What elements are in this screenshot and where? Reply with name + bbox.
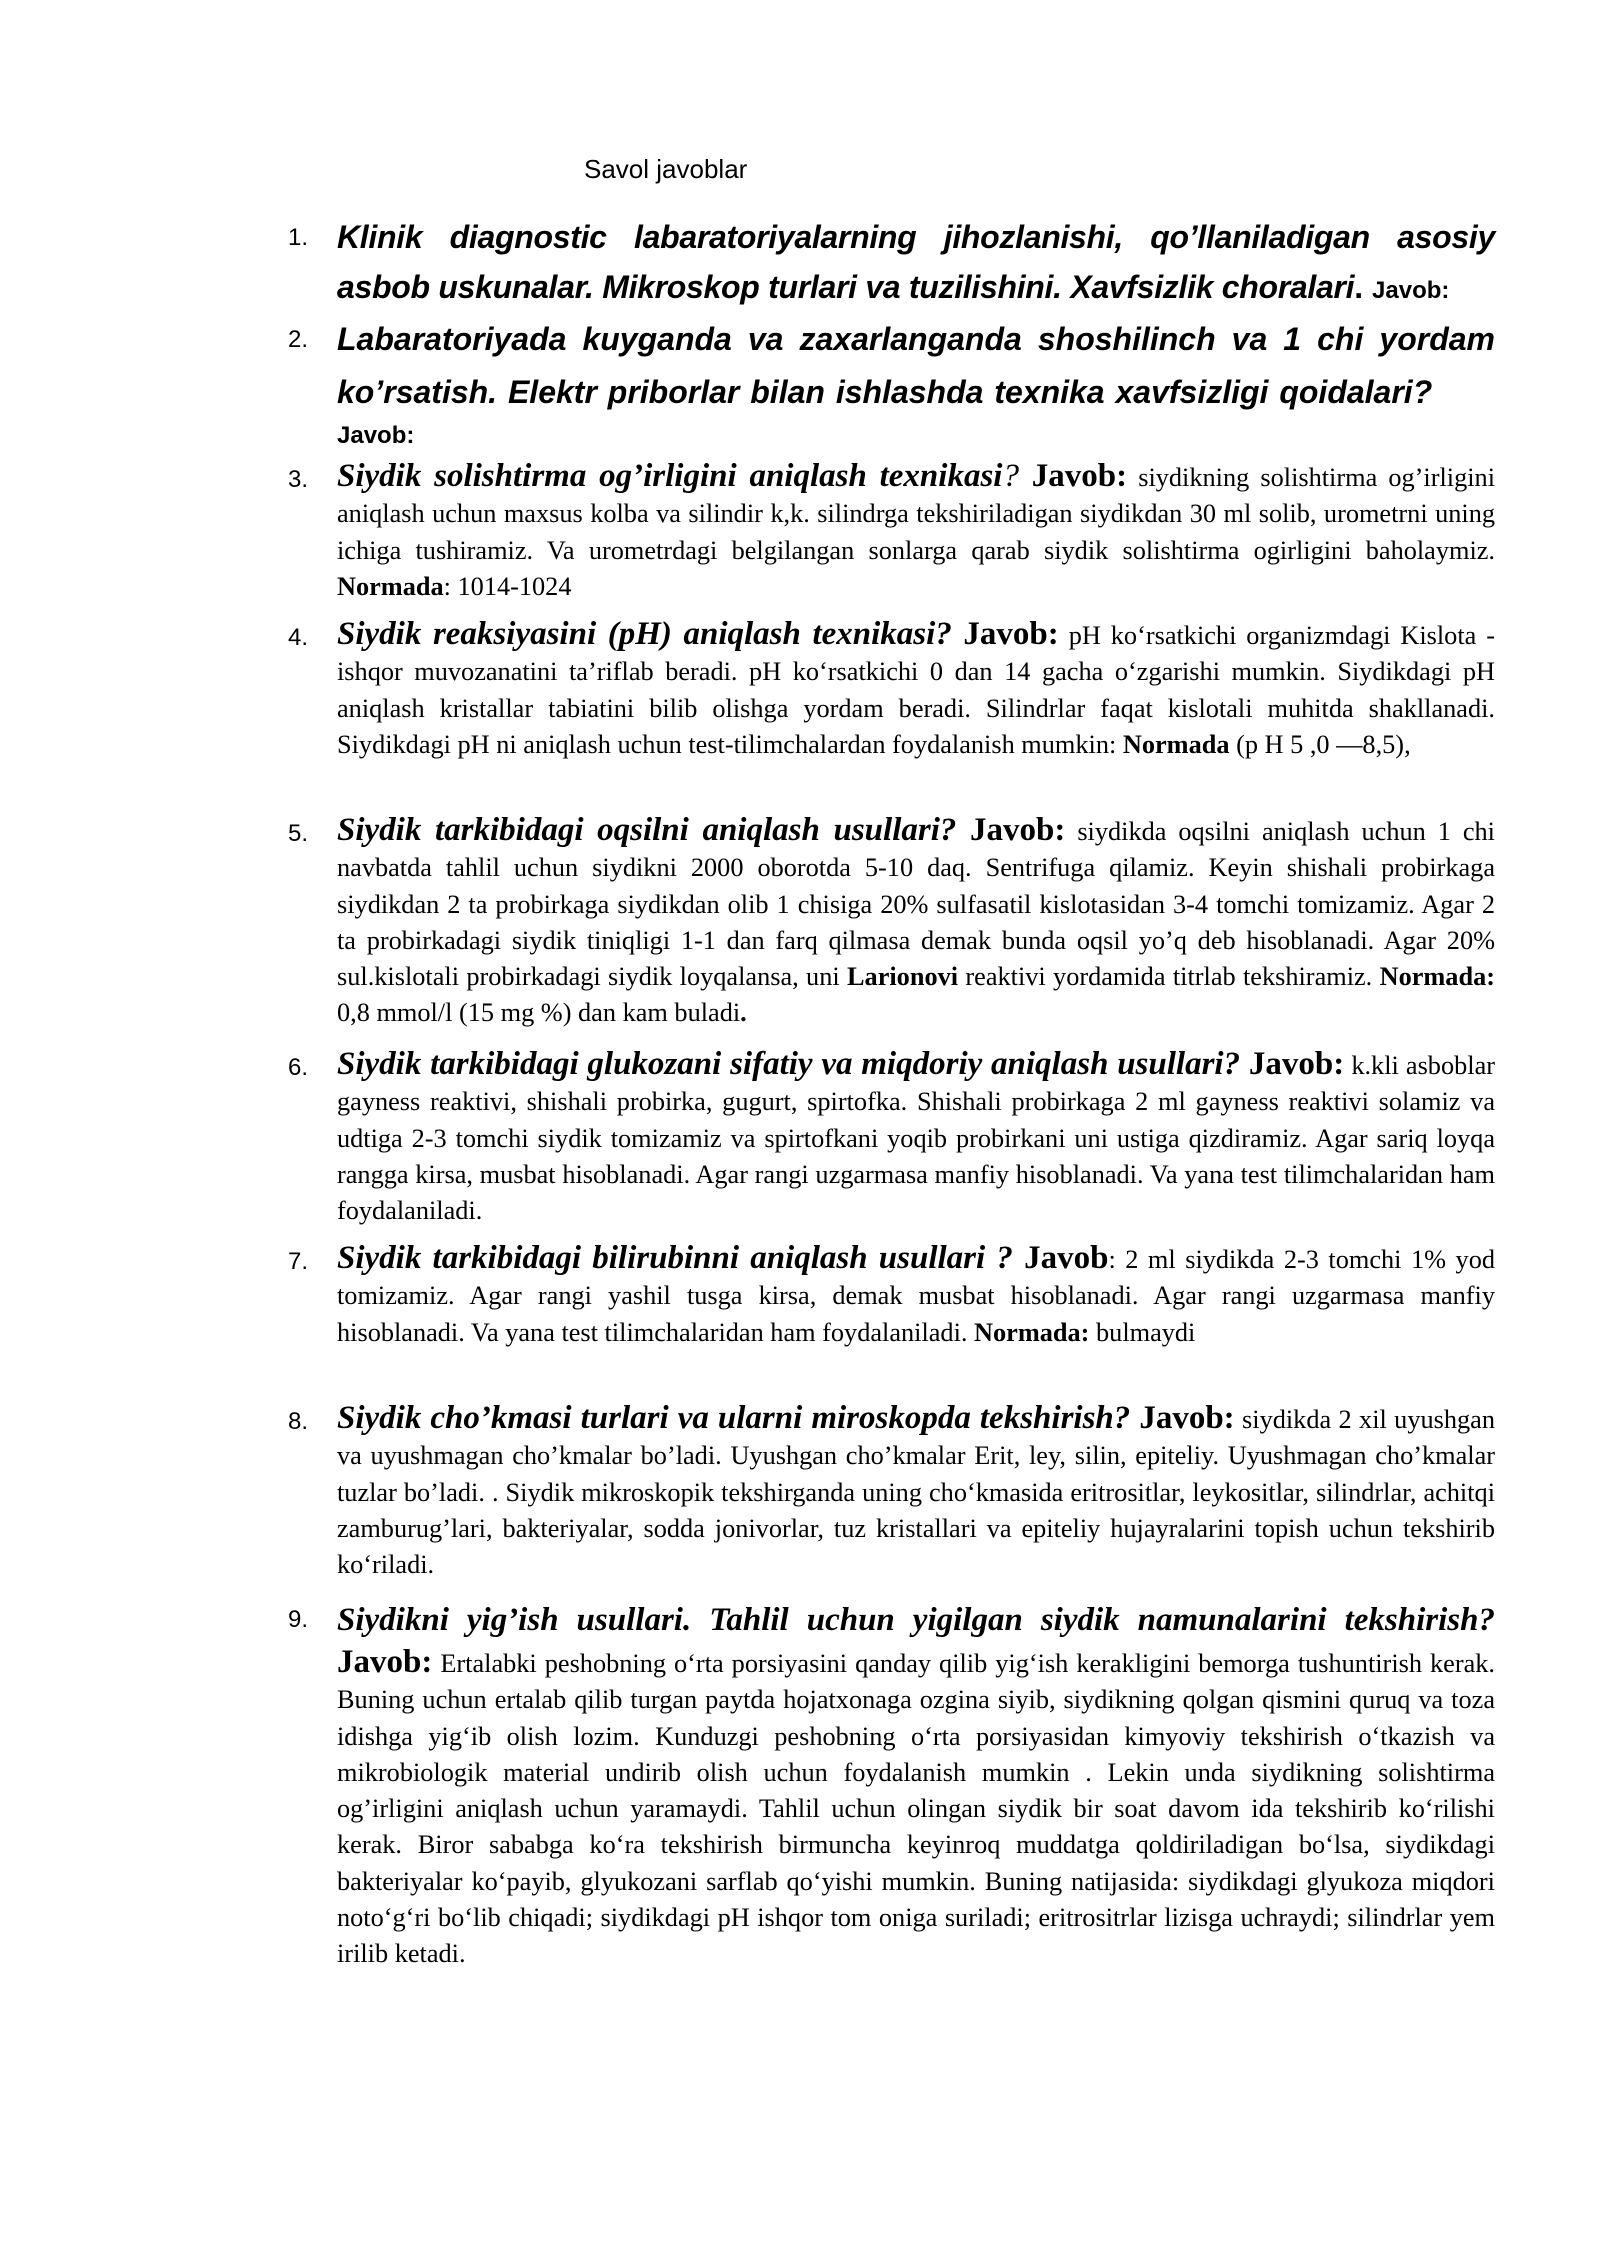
norma-label: Normada xyxy=(337,571,444,601)
answer-text-2: reaktivi yordamida titrlab tekshiramiz. xyxy=(958,962,1380,992)
item-number: 2. xyxy=(288,326,309,353)
item-number: 6. xyxy=(288,1054,309,1081)
question-text: Siydik solishtirma og’irligini aniqlash texnikasi xyxy=(337,458,1003,494)
question-text xyxy=(337,219,1495,305)
item-body xyxy=(337,1046,1495,1229)
norma-value: bulmaydi xyxy=(1089,1317,1196,1347)
item-end: . xyxy=(740,998,747,1028)
javob-label: Javob: xyxy=(1372,277,1450,304)
javob-label: Javob: xyxy=(1240,1046,1345,1082)
norma-value: 0,8 mmol/l (15 mg %) dan kam buladi xyxy=(337,998,741,1028)
item-body xyxy=(337,812,1495,1032)
javob-label: Javob: xyxy=(956,812,1066,848)
question-text: Labaratoriyada kuyganda va zaxarlanganda shoshilinch va 1 chi yordam ko’rsatish. Elektr priborlar bilan ishlashda texnika xavfsizligi qoidalari? xyxy=(337,321,1495,410)
item-body xyxy=(337,212,1495,312)
answer-text: siydikda 2 xil uyushgan va uyushmagan cho’kmalar bo’ladi. Uyushgan cho’kmalar Erit, ley, silin, epiteliy. Uyushmagan cho’kmalar tuzlar bo’ladi. . Siydik mikroskopik tekshirganda uning cho‘kmasida eritrositlar, leykositlar, silindrlar, achitqi zamburug’lari, bakteriyalar, sodda jonivorlar, tuz kristallari va epiteliy hujayralarini topish uchun tekshirib ko‘riladi. xyxy=(337,1405,1495,1580)
javob-label: Javob: xyxy=(337,1644,433,1680)
norma-value: : 1014-1024 xyxy=(443,571,572,601)
item-body xyxy=(337,1596,1495,1973)
item-body xyxy=(337,314,1495,456)
item-number: 3. xyxy=(288,466,309,493)
item-body xyxy=(337,1240,1495,1351)
item-number: 5. xyxy=(288,820,309,847)
norma-label: Normada xyxy=(1122,729,1230,759)
javob-label: Javob: xyxy=(951,616,1059,652)
answer-text: siydikning solishtirma og’irligini aniqlash uchun maxsus kolba va silindir k,k. silindrga tekshiriladigan siydikdan 30 ml solib, urometrni uning ichiga tushiramiz. Va urometrdagi belgilangan sonlarga qarab siydik solishtirma ogirligini baholaymiz. xyxy=(337,463,1495,565)
item-body xyxy=(337,458,1495,605)
question-text: Siydik tarkibidagi bilirubinni aniqlash usullari ? xyxy=(337,1240,1013,1276)
norma-value: (p H 5 ,0 —8,5), xyxy=(1229,729,1411,759)
question-text: Siydik tarkibidagi oqsilni aniqlash usullari? xyxy=(337,812,957,848)
norma-label: Normada: xyxy=(1379,962,1495,992)
item-number: 1. xyxy=(288,224,309,251)
javob-label: Javob xyxy=(1012,1240,1109,1276)
item-number: 9. xyxy=(288,1606,309,1633)
question-text: Siydik cho’kmasi turlari va ularni miroskopda tekshirish? xyxy=(337,1400,1131,1436)
question-tail: ? xyxy=(1002,458,1032,494)
item-number: 8. xyxy=(288,1408,309,1435)
question-text: Siydik reaksiyasini (pH) aniqlash texnikasi? xyxy=(337,616,952,652)
answer-text: pH ko‘rsatkichi organizmdagi Kislota - ishqor muvozanatini ta’riflab beradi. pH ko‘rsatkichi 0 dan 14 gacha o‘zgarishi mumkin. Siydikdagi pH aniqlash kristallar tabiatini bilib olishga yordam beradi. Silindrlar faqat kislotali muhitda shakllanadi. Siydikdagi pH ni aniqlash uchun test-tilimchalardan foydalanish mumkin: xyxy=(337,621,1495,759)
bold-word: Larionovi xyxy=(847,962,959,992)
norma-label: Normada: xyxy=(974,1317,1090,1347)
question-tail: . xyxy=(1354,269,1373,305)
answer-text: Ertalabki peshobning o‘rta porsiyasini qanday qilib yig‘ish kerakligini bemorga tushuntirish kerak. Buning uchun ertalab qilib turgan paytda hojatxonaga ozgina siyib, siydikning qolgan qismini quruq va toza idishga yig‘ib olish lozim. Kunduzgi peshobning o‘rta porsiyasidan kimyoviy tekshirish o‘tkazish va mikrobiologik material undirib olish uchun foydalanish mumkin . Lekin unda siydikning solishtirma og’irligini aniqlash uchun yaramaydi. Tahlil uchun olingan siydik bir soat davom ida tekshirib ko‘rilishi kerak. Biror sababga ko‘ra tekshirish birmuncha keyinroq muddatga qoldiriladigan bo‘lsa, siydikdagi bakteriyalar ko‘payib, glyukozani sarflab qo‘yishi mumkin. Buning natijasida: siydikdagi glyukoza miqdori noto‘g‘ri bo‘lib chiqadi; siydikdagi pH ishqor tom oniga suriladi; eritrositrlar lizisga uchraydi; silindrlar yem irilib ketadi. xyxy=(337,1649,1495,1969)
item-body xyxy=(337,1400,1495,1583)
question-text: Siydik tarkibidagi glukozani sifatiy va miqdoriy aniqlash usullari? xyxy=(337,1046,1241,1082)
answer-text: siydikda oqsilni aniqlash uchun 1 chi navbatda tahlil uchun siydikni 2000 oborotda 5-10 daq. Sentrifuga qilamiz. Keyin shishali probirkaga siydikdan 2 ta probirkaga siydikdan olib 1 chisiga 20% sulfasatil kislotasidan 3-4 tomchi tomizamiz. Agar 2 ta probirkadagi siydik tiniqligi 1-1 dan farq qilmasa demak bunda oqsil yo’q deb hisoblanadi. Agar 20% sul.kislotali probirkadagi siydik loyqalansa, uni xyxy=(337,817,1495,992)
answer-text: : 2 ml siydikda 2-3 tomchi 1% yod tomizamiz. Agar rangi yashil tusga kirsa, demak musbat hisoblanadi. Agar rangi uzgarmasa manfiy hisoblanadi. Va yana test tilimchalaridan ham foydalaniladi. xyxy=(337,1245,1496,1347)
javob-label: Javob: xyxy=(1130,1400,1235,1436)
javob-label: Javob: xyxy=(1031,458,1128,494)
item-number: 4. xyxy=(288,624,309,651)
answer-text: k.kli asboblar gayness reaktivi, shishali probirka, gugurt, spirtofka. Shishali probirkaga 2 ml gayness reaktivi solamiz va udtiga 2-3 tomchi siydik tomizamiz va spirtofkani yoqib probirkani uni ustiga qizdiramiz. Agar sariq loyqa rangga kirsa, musbat hisoblanadi. Agar rangi uzgarmasa manfiy hisoblanadi. Va yana test tilimchalaridan ham foydalaniladi. xyxy=(337,1051,1495,1226)
javob-label: Javob: xyxy=(337,422,415,449)
question-text: Siydikni yig’ish usullari. Tahlil uchun yigilgan siydik namunalarini tekshirish? xyxy=(337,1602,1495,1638)
item-body xyxy=(337,616,1495,763)
document-title: Savol javoblar xyxy=(584,154,748,184)
item-number: 7. xyxy=(288,1248,309,1275)
question-label: Klinik diagnostic labaratoriyalarning jihozlanishi, qo’llaniladigan asosiy asbob uskunalar. Mikroskop turlari va tuzilishini. Xavfsizlik choralari xyxy=(337,219,1495,305)
